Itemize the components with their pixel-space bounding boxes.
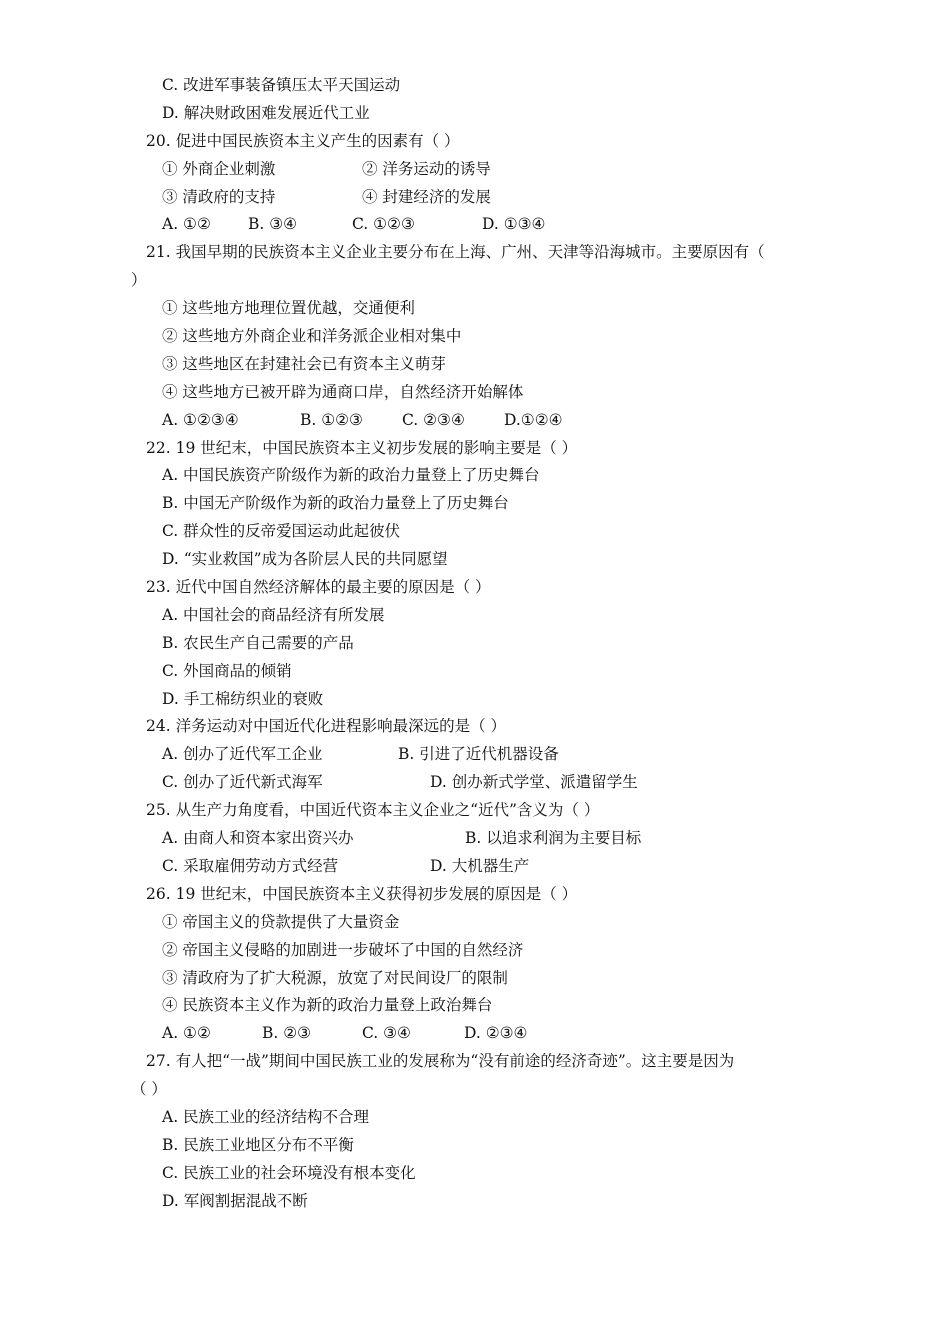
- option-choice: B. 引进了近代机器设备: [398, 745, 559, 764]
- question-stem-continuation: （ ）: [131, 1080, 167, 1099]
- option-choice: A. 创办了近代军工企业: [162, 745, 323, 764]
- option-choice: C. ③④: [362, 1024, 411, 1043]
- answer-option: ③ 这些地区在封建社会已有资本主义萌芽: [162, 354, 446, 373]
- option-choice: B. ③④: [248, 215, 298, 234]
- option-choice: D.①②④: [504, 410, 563, 429]
- answer-option: [0, 825, 950, 853]
- option-choice: A. ①②: [162, 215, 211, 234]
- answer-option: [0, 156, 950, 184]
- answer-option: A. 民族工业的经济结构不合理: [162, 1107, 370, 1126]
- answer-option: B. 中国无产阶级作为新的政治力量登上了历史舞台: [162, 494, 509, 513]
- question-stem: 20. 促进中国民族资本主义产生的因素有（ ）: [146, 131, 460, 150]
- option-choice: C. 采取雇佣劳动方式经营: [162, 856, 339, 875]
- answer-option: ② 这些地方外商企业和洋务派企业相对集中: [162, 327, 462, 346]
- option-choice: ① 外商企业刺激: [162, 159, 276, 178]
- option-choice: D. ②③④: [464, 1024, 528, 1043]
- option-choice: D. 大机器生产: [430, 856, 530, 875]
- answer-option: [0, 853, 950, 881]
- question-stem: 26. 19 世纪末，中国民族资本主义获得初步发展的原因是（ ）: [146, 884, 578, 903]
- answer-option: D. 解决财政困难发展近代工业: [162, 103, 370, 122]
- answer-option: ③ 清政府为了扩大税源，放宽了对民间设厂的限制: [162, 968, 508, 987]
- option-choice: C. ②③④: [402, 410, 465, 429]
- answer-option: ① 帝国主义的贷款提供了大量资金: [162, 912, 400, 931]
- answer-option: A. 中国民族资产阶级作为新的政治力量登上了历史舞台: [162, 466, 540, 485]
- answer-option: C. 群众性的反帝爱国运动此起彼伏: [162, 522, 401, 541]
- answer-option: [0, 1020, 950, 1048]
- option-choice: B. ②③: [262, 1024, 312, 1043]
- option-choice: C. 创办了近代新式海军: [162, 773, 323, 792]
- answer-option: A. 中国社会的商品经济有所发展: [162, 605, 385, 624]
- question-stem: 21. 我国早期的民族资本主义企业主要分布在上海、广州、天津等沿海城市。主要原因有（: [146, 243, 765, 262]
- answer-option: D. 手工棉纺织业的衰败: [162, 689, 324, 708]
- answer-option: ① 这些地方地理位置优越，交通便利: [162, 299, 415, 318]
- option-choice: D. ①③④: [482, 215, 546, 234]
- answer-option: [0, 184, 950, 212]
- question-stem: 23. 近代中国自然经济解体的最主要的原因是（ ）: [146, 578, 491, 597]
- answer-option: D. “实业救国”成为各阶层人民的共同愿望: [162, 550, 448, 569]
- answer-option: [0, 211, 950, 239]
- question-stem: 25. 从生产力角度看，中国近代资本主义企业之“近代”含义为（ ）: [146, 801, 600, 820]
- answer-option: ② 帝国主义侵略的加剧进一步破坏了中国的自然经济: [162, 940, 524, 959]
- answer-option: C. 外国商品的倾销: [162, 661, 292, 680]
- answer-option: C. 改进军事装备镇压太平天国运动: [162, 76, 401, 94]
- question-stem: 27. 有人把“一战”期间中国民族工业的发展称为“没有前途的经济奇迹”。这主要是因为: [146, 1052, 735, 1071]
- answer-option: D. 军阀割据混战不断: [162, 1191, 308, 1210]
- option-choice: ② 洋务运动的诱导: [362, 159, 491, 178]
- option-choice: A. 由商人和资本家出资兴办: [162, 829, 354, 848]
- answer-option: B. 农民生产自己需要的产品: [162, 633, 354, 652]
- answer-option: [0, 769, 950, 797]
- question-stem: 22. 19 世纪末，中国民族资本主义初步发展的影响主要是（ ）: [146, 438, 578, 457]
- option-choice: C. ①②③: [352, 215, 415, 234]
- answer-option: [0, 741, 950, 769]
- option-choice: B. ①②③: [300, 410, 363, 429]
- option-choice: A. ①②③④: [162, 410, 239, 429]
- exam-page: [0, 72, 950, 1216]
- answer-option: C. 民族工业的社会环境没有根本变化: [162, 1163, 416, 1182]
- question-stem: 24. 洋务运动对中国近代化进程影响最深远的是（ ）: [146, 717, 507, 736]
- answer-option: B. 民族工业地区分布不平衡: [162, 1135, 354, 1154]
- option-choice: D. 创办新式学堂、派遣留学生: [430, 773, 638, 792]
- answer-option: ④ 这些地方已被开辟为通商口岸，自然经济开始解体: [162, 382, 524, 401]
- option-choice: B. 以追求利润为主要目标: [465, 829, 642, 848]
- answer-option: [0, 407, 950, 435]
- question-stem-continuation: ）: [131, 271, 147, 290]
- option-choice: ④ 封建经济的发展: [362, 187, 491, 206]
- option-choice: ③ 清政府的支持: [162, 187, 276, 206]
- option-choice: A. ①②: [162, 1024, 211, 1043]
- answer-option: ④ 民族资本主义作为新的政治力量登上政治舞台: [162, 996, 493, 1015]
